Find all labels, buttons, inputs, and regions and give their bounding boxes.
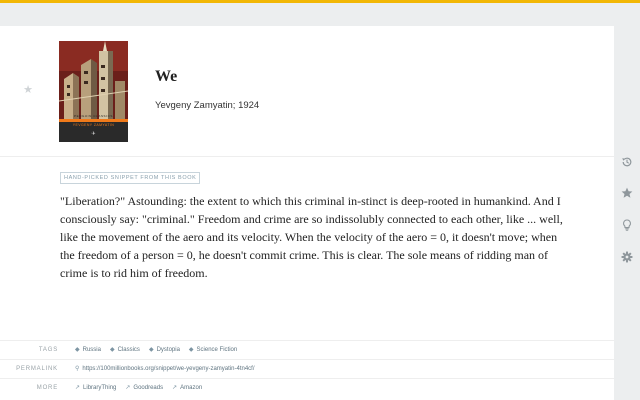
amazon-link[interactable] — [172, 384, 202, 391]
book-author-year: Yevgeny Zamyatin; 1924 — [155, 100, 260, 111]
tag-icon: ◆ — [188, 346, 194, 353]
tag-russia[interactable] — [75, 346, 101, 353]
goodreads-link[interactable] — [125, 384, 163, 391]
favorites-star-icon[interactable] — [614, 185, 640, 201]
external-link-icon: ↗ — [125, 384, 131, 391]
permalink-url: https://100millionbooks.org/snippet/we-yevgeny-zamyatin-4tn4cf/ — [82, 365, 255, 372]
tag-label: Russia — [82, 346, 101, 353]
book-title: We — [155, 68, 178, 85]
permalink-list — [75, 365, 255, 372]
link-icon: ⚲ — [75, 365, 80, 372]
gear-icon[interactable] — [614, 249, 640, 265]
tag-icon: ◆ — [75, 346, 80, 353]
external-link-icon: ↗ — [75, 384, 81, 391]
more-row — [0, 378, 614, 397]
external-link-icon: ↗ — [172, 384, 178, 391]
history-icon-graphic — [621, 156, 633, 168]
librarything-link[interactable] — [75, 384, 116, 391]
more-links — [75, 384, 202, 391]
tags-row — [0, 340, 614, 359]
favorite-star-icon[interactable]: ★ — [23, 83, 33, 96]
snippet-card — [0, 26, 614, 400]
snippet-text: "Liberation?" Astounding: the extent to which this criminal in-stinct is deep-rooted in humankind. And I consciously say: "criminal." Freedom and crime are so indissolubly connected to each other, like ... well, like the movement of the aero and its velocity. When the velocity of the aero = 0, it doesn't move; when the freedom of a person = 0, he doesn't commit crime. This is clear. The sole means of ridding man of crime is to rid him of freedom. — [60, 194, 563, 280]
tag-label: Dystopia — [156, 346, 180, 353]
tag-dystopia[interactable] — [149, 346, 180, 353]
tag-icon: ◆ — [109, 346, 115, 353]
tags-list — [75, 346, 237, 353]
book-header — [0, 26, 614, 157]
cover-series: PENGUIN CLASSICS — [74, 114, 113, 118]
right-sidebar — [614, 0, 640, 400]
permalink-row — [0, 359, 614, 378]
cover-publisher-logo: ✈ — [91, 131, 96, 137]
gear-icon-graphic — [621, 251, 633, 263]
top-accent-bar — [0, 0, 640, 3]
lightbulb-icon[interactable] — [614, 217, 640, 233]
star-icon-graphic — [621, 187, 633, 199]
more-link-label: Goodreads — [133, 384, 164, 391]
tag-label: Science Fiction — [196, 346, 238, 353]
tag-label: Classics — [117, 346, 140, 353]
more-link-label: Amazon — [180, 384, 203, 391]
lightbulb-icon-graphic — [621, 219, 633, 231]
cover-author: YEVGENY ZAMYATIN — [72, 123, 115, 127]
tag-icon: ◆ — [148, 346, 154, 353]
book-cover[interactable] — [59, 41, 128, 142]
history-icon[interactable] — [614, 154, 640, 170]
tags-label: TAGS — [38, 347, 58, 353]
tag-science-fiction[interactable] — [189, 346, 237, 353]
permalink-link[interactable] — [75, 365, 255, 372]
permalink-label: PERMALINK — [16, 366, 58, 372]
tag-classics[interactable] — [110, 346, 140, 353]
more-link-label: LibraryThing — [83, 384, 117, 391]
snippet-badge: HAND-PICKED SNIPPET FROM THIS BOOK — [60, 172, 200, 184]
more-label: MORE — [36, 385, 58, 391]
